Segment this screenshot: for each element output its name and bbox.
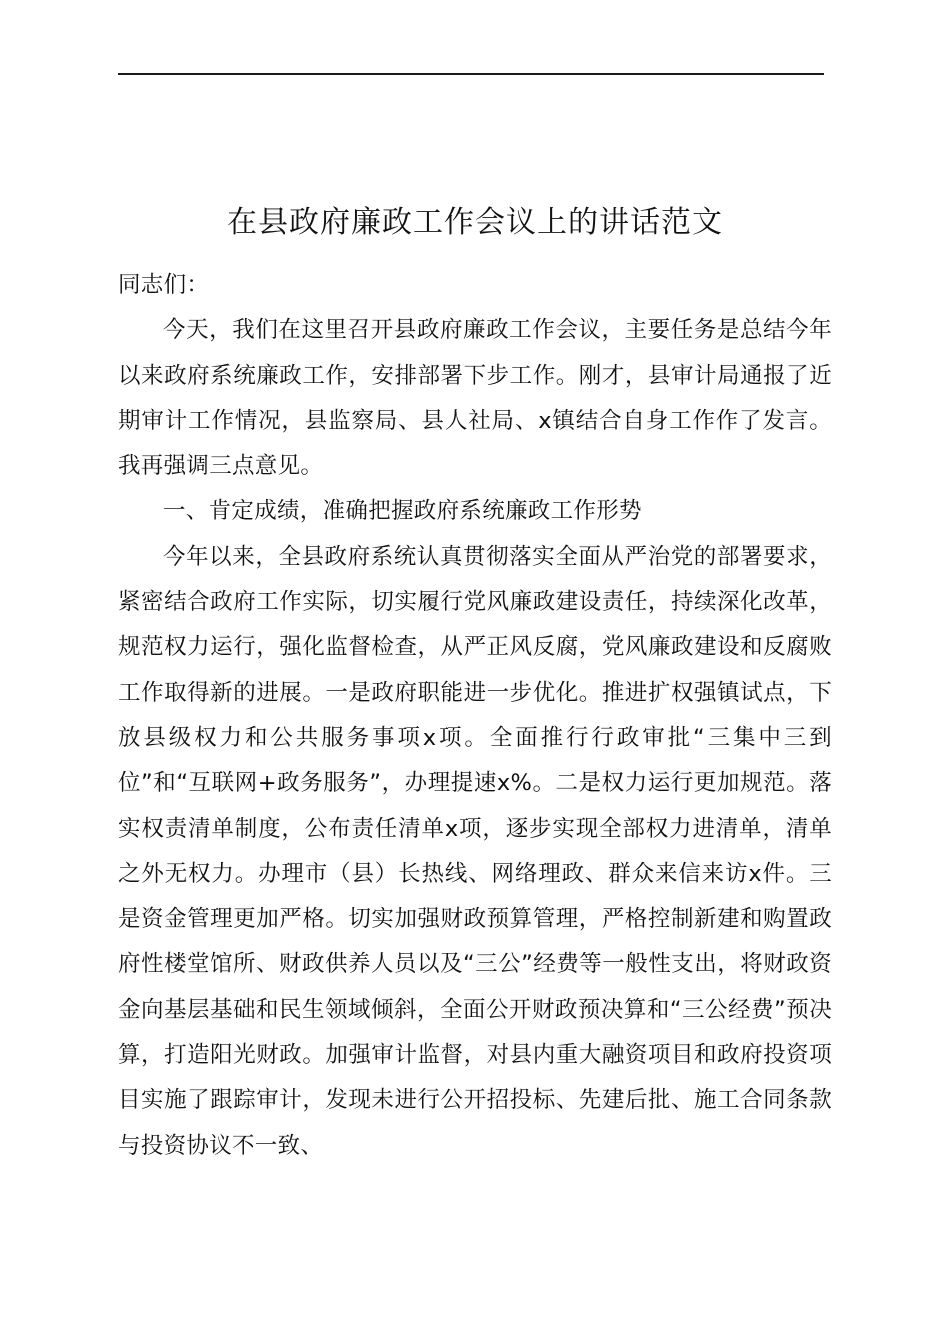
section-heading-1: 一、肯定成绩，准确把握政府系统廉政工作形势 [163,498,642,525]
paragraph-achievements: 今年以来，全县政府系统认真贯彻落实全面从严治党的部署要求，紧密结合政府工作实际，切实履行党风廉政建设责任，持续深化改革，规范权力运行，强化监督检查，从严正风反腐，党风廉政建设和反腐败工作取得新的进展。一是政府职能进一步优化。推进扩权强镇试点，下放县级权力和公共服务事项x项。全面推行行政审批“三集中三到位”和“互联网+政务服务”，办理提速x%。二是权力运行更加规范。落实权责清单制度，公布责任清单x项，逐步实现全部权力进清单，清单之外无权力。办理市（县）长热线、网络理政、群众来信来访x件。三是资金管理更加严格。切实加强财政预算管理，严格控制新建和购置政府性楼堂馆所、财政供养人员以及“三公”经费等一般性支出，将财政资金向基层基础和民生领域倾斜，全面公开财政预决算和“三公经费”预决算，打造阳光财政。加强审计监督，对县内重大融资项目和政府投资项目实施了跟踪审计，发现未进行公开招投标、先建后批、施工合同条款与投资协议不一致、 [118,543,832,1159]
paragraph-intro: 今天，我们在这里召开县政府廉政工作会议，主要任务是总结今年以来政府系统廉政工作，安排部署下步工作。刚才，县审计局通报了近期审计工作情况，县监察局、县人社局、x镇结合自身工作作了发言。我再强调三点意见。 [118,317,832,480]
header-rule [118,73,824,75]
document-title: 在县政府廉政工作会议上的讲话范文 [227,205,723,240]
salutation: 同志们： [118,272,210,298]
document-body [118,263,832,1169]
